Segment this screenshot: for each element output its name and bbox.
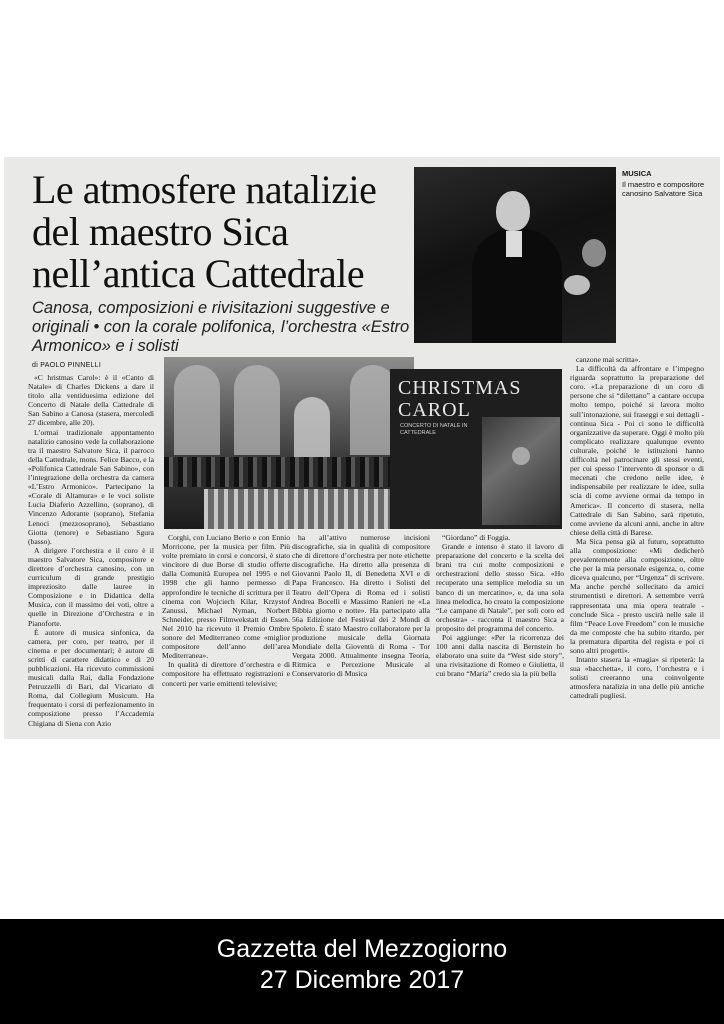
maestro-photo xyxy=(414,167,616,343)
church-arch xyxy=(174,365,220,455)
article-subhead: Canosa, composizioni e rivisitazioni suggestive e originali • con la corale polifonica, l’orchestra «Estro Armonico» e i solisti xyxy=(32,299,410,355)
church-arch xyxy=(234,365,280,455)
maestro-collar xyxy=(506,231,522,257)
paragraph: A dirigere l’orchestra e il coro è il maestro Salvatore Sica, compositore e direttore d’orchestra canosino, con un curriculum di grande prestigio impreziosito dalle lauree in Composizione e in Didattica della Musica, con il massimo dei voti, oltre a quelle in Direzione d’Orchestra e in Pianoforte. xyxy=(28,545,154,628)
artwork-face xyxy=(512,447,530,465)
paragraph: La difficoltà da affrontare e l’impegno riguarda soprattutto la preparazione del coro. «La preparazione di un coro di persone che si “dilettano” a cantare occupa molto tempo, poiché si lavora molto sull’intonazione, sui fraseggi e sui dettagli - continua Sica - Poi ci sono le difficoltà organizzative da superare. Oggi è molto più complicato realizzare qualunque evento culturale, poiché le istituzioni hanno difficoltà nel patrocinare gli stessi eventi, per cui spesso l’intervento di sponsor o di mecenati che credono nelle idee, è indispensabile per realizzare le idee, sulla scia di come avviene ormai da tempo in America». Il concerto di stasera, nella Cattedrale di San Sabino, sarà ripetuto, come avviene da alcuni anni, anche in altre chiese della città di Barese. xyxy=(570,364,704,537)
article-column-5 xyxy=(570,355,704,739)
cd-title-line-2: CAROL xyxy=(398,399,471,421)
background-figure xyxy=(582,239,606,267)
paragraph: Corghi, con Luciano Berio e con Ennio Morricone, per la musica per film. Più volte premiato in corsi e concorsi, è stato vincitore di due Borse di studio offerte dalla Comunità Europea nel 1995 e nel 1998 che gli hanno permesso di approfondire le tecniche di scrittura per il cinema con Wojciech Kilar, Krzystof Zanussi, Michael Nyman, Norbert Schneider, presso Filmwekstatt di Essen. Nel 2010 ha ricevuto il Premio Ombre sonore del Mediterraneo come «miglior compositore dell’anno dell’area Mediterranea». xyxy=(162,533,290,661)
article-column-1 xyxy=(28,373,154,739)
maestro-hand xyxy=(564,275,590,295)
article-headline xyxy=(32,169,412,295)
paragraph: ha all’attivo numerose incisioni discografiche, sia in qualità di compositore che di direttore d’orchestra per note etichette discografiche. Ha diretto alla presenza di Giovanni Paolo II, di Benedetta XVI e di Papa Francesco. Ha diretto i Solisti del Teatro dell’Opera di Roma ed i solisti Andrea Bocelli e Massimo Ranieri ne «La Bibbia giorno e notte». Ha partecipato alla 56a Edizione del Festival dei 2 Mondi di Spoleto. È stato Maestro collaboratore per la produzione musicale della Giornata Mondiale della Gioventù di Roma - Tor Vergata 2000. Attualmente insegna Teoria, Ritmica e Percezione Musicale al Conservatorio di Musica xyxy=(292,533,430,679)
article-column-4 xyxy=(436,533,564,737)
paragraph: “Giordano” di Foggia. xyxy=(442,533,511,542)
cd-subtitle: CONCERTO DI NATALE IN CATTEDRALE xyxy=(400,423,468,436)
publication-date: 27 Dicembre 2017 xyxy=(259,966,465,994)
article-column-3 xyxy=(292,533,430,737)
newspaper-clipping xyxy=(4,157,720,739)
paragraph: canzone mai scritta». xyxy=(576,355,641,364)
paragraph: Grande e intenso è stato il lavoro di preparazione del concerto e la scelta dei brani tra cui molte composizioni e orchestrazioni dello stesso Sica. «Ho recuperato una semplice melodia su un banco di un mercatino», e, da una sola linea melodica, ho creato la composizione “Le campane di Natale”, per soli coro ed orchestra» - racconta il maestro Sica a proposito del programma del concerto. xyxy=(436,542,564,633)
paragraph: In qualità di direttore d’orchestra e di compositore ha effettuato registrazioni e concerti per varie emittenti televisive; xyxy=(162,660,290,688)
paragraph: Ma Sica pensa già al futuro, soprattutto alla composizione: «Mi dedicherò prevalentemente alla composizione, oltre che per la mia personale esigenza, o, come diceva qualcuno, per “Urgenza” di scrivere. Ma anche perché sollecitato da amici strumentisti e direttori. A settembre verrà rappresentata una mia opera teatrale - conclude Sica - presto uscirà nelle sale il film “Peace Love Freedom” con le musiche da me composte che ha subito ritardo, per la prematura dipartita del regista e poi ci sono altri progetti». xyxy=(570,536,704,655)
article-byline: di PAOLO PINNELLI xyxy=(32,362,102,369)
caption-text: Il maestro e compositore canosino Salvatore Sica xyxy=(622,180,705,198)
cd-cover xyxy=(390,369,562,529)
publication-name: Gazzetta del Mezzogiorno xyxy=(216,935,508,963)
headline-line-3: nell’antica Cattedrale xyxy=(32,251,365,296)
cd-artwork xyxy=(482,417,560,525)
photo-caption xyxy=(622,169,712,198)
headline-line-1: Le atmosfere natalizie xyxy=(32,167,377,212)
headline-line-2: del maestro Sica xyxy=(32,209,289,254)
paragraph: Intanto stasera la «magia» si ripeterà: la sua «bacchetta», il coro, l’orchestra e i solisti creeranno una coinvolgente atmosfera natalizia in una delle più antiche cattedrali pugliesi. xyxy=(570,655,704,701)
cd-title-line-1: CHRISTMAS xyxy=(398,377,522,399)
paragraph: «C hristmas Carol»: è il «Canto di Natale» di Charles Dickens a dare il titolo alla ventiduesima edizione del Concerto di Natale della Cattedrale di San Sabino a Canosa (stasera, mercoledì 27 dicembre, alle 20). xyxy=(28,373,154,428)
orchestra-musicians xyxy=(164,457,414,487)
maestro-head xyxy=(496,191,530,231)
caption-tag: MUSICA xyxy=(622,169,652,178)
orchestra-photo xyxy=(164,357,414,529)
altar-rail xyxy=(204,489,414,529)
paragraph: È autore di musica sinfonica, da camera, per coro, per teatro, per il cinema e per documentari; è autore di scritti di carattere didattico e di 20 pubblicazioni. Ha ricevuto commissioni musicali dalla Rai, dalla Fondazione Petruzzelli di Bari, dal Vicariato di Roma, dal Collegium Musicum. Ha frequentato i corsi di perfezionamento in composizione presso l’Accademia Chigiana di Siena con Azio xyxy=(28,627,154,728)
paragraph: Poi aggiunge: «Per la ricorrenza dei 100 anni dalla nascita di Bernstein ho elaborato una suite da “West side story”, una rivisitazione di Romeo e Giulietta, il cui brano “Maria” credo sia la più bella xyxy=(436,633,564,679)
source-footer xyxy=(0,919,724,1024)
cd-title xyxy=(398,377,521,421)
article-column-2 xyxy=(162,533,290,737)
paragraph: L’ormai tradizionale appuntamento natalizio canosino vede la collaborazione tra il maestro Salvatore Sica, il parroco della Cattedrale, mons. Felice Bacco, e la «Polifonica Cattedrale San Sabino», con l’integrazione della orchestra da camera «L’Estro Armonico». Partecipano la «Corale di Altamura» e le voci soliste Lucia Diaferio Azzellino, (soprano), di Vincenzo Adorante (soprano), Stefania Lenoci (mezzosoprano), Sebastiano Giotta (tenore) e Sebastiano Sgura (basso). xyxy=(28,427,154,546)
